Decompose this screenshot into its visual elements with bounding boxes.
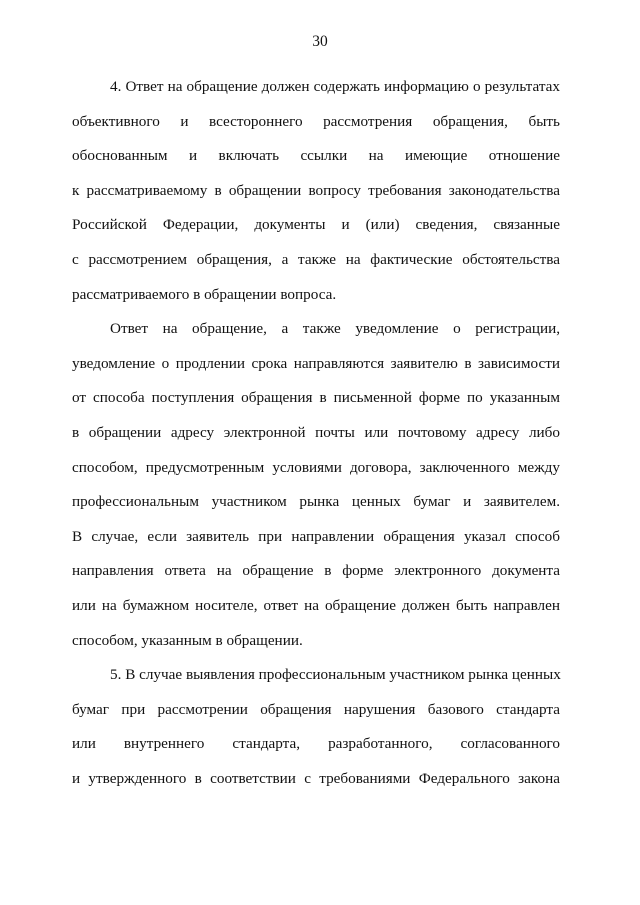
text-line: с рассмотрением обращения, а также на фактические обстоятельства [72, 250, 560, 268]
text-line: или внутреннего стандарта, разработанного, согласованного [72, 735, 560, 753]
text-line: рассматриваемого в обращении вопроса. [72, 285, 337, 303]
text-line: бумаг при рассмотрении обращения нарушения базового стандарта [72, 700, 560, 718]
text-line: обоснованным и включать ссылки на имеющие отношение [72, 147, 560, 165]
paragraph-5 [72, 658, 560, 796]
text-line: способом, указанным в обращении. [72, 631, 303, 649]
document-body [72, 70, 560, 796]
text-line: направления ответа на обращение в форме электронного документа [72, 562, 560, 580]
text-line: к рассматриваемому в обращении вопросу требования законодательства [72, 181, 560, 199]
page-number: 30 [312, 33, 328, 50]
text-line: от способа поступления обращения в письменной форме по указанным [72, 389, 560, 407]
text-line: Российской Федерации, документы и (или) сведения, связанные [72, 216, 560, 234]
text-line: в обращении адресу электронной почты или почтовому адресу либо [72, 423, 560, 441]
text-line: 4. Ответ на обращение должен содержать информацию о результатах [110, 78, 560, 95]
text-line: или на бумажном носителе, ответ на обращение должен быть направлен [72, 596, 560, 614]
text-line: и утвержденного в соответствии с требованиями Федерального закона [72, 769, 560, 787]
paragraph-4-continued [72, 312, 560, 658]
text-line: способом, предусмотренным условиями договора, заключенного между [72, 458, 560, 476]
text-line: 5. В случае выявления профессиональным участником рынка ценных [110, 666, 561, 684]
text-line: уведомление о продлении срока направляются заявителю в зависимости [72, 354, 560, 372]
text-line: В случае, если заявитель при направлении обращения указал способ [72, 527, 560, 545]
text-line: профессиональным участником рынка ценных бумаг и заявителем. [72, 493, 560, 511]
text-line: Ответ на обращение, а также уведомление о регистрации, [110, 320, 560, 338]
paragraph-4 [72, 70, 560, 312]
text-line: объективного и всестороннего рассмотрения обращения, быть [72, 112, 560, 130]
